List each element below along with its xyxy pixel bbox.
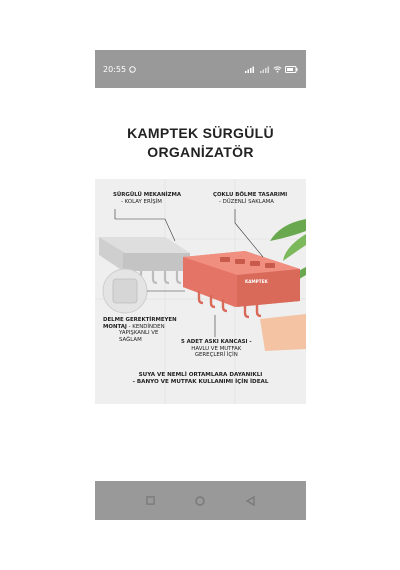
product-illustration bbox=[95, 179, 306, 404]
status-time: 20:55 bbox=[103, 64, 127, 74]
label-mount-line1: DELME GEREKTİRMEYEN bbox=[103, 317, 177, 323]
label-hooks bbox=[181, 339, 252, 359]
back-button[interactable] bbox=[244, 494, 258, 508]
label-multi-line1: ÇOKLU BÖLME TASARIMI bbox=[213, 192, 288, 198]
label-slide-line1: SÜRGÜLÜ MEKANİZMA bbox=[113, 192, 182, 198]
phone-screen bbox=[95, 50, 306, 520]
label-hooks-line2: HAVLU VE MUTFAK bbox=[191, 345, 242, 352]
label-mount-line2: MONTAJ bbox=[103, 323, 127, 330]
label-multi bbox=[213, 192, 287, 205]
back-triangle-icon bbox=[246, 496, 255, 506]
label-mount bbox=[103, 317, 177, 343]
title-line-1: KAMPTEK SÜRGÜLÜ bbox=[127, 125, 274, 141]
label-mount-line3: YAPIŞKANLI VE bbox=[119, 330, 159, 336]
label-bottom bbox=[95, 372, 306, 386]
title-line-2: ORGANİZATÖR bbox=[147, 144, 254, 160]
square-icon bbox=[146, 496, 155, 505]
label-slide-line2: - KOLAY ERİŞİM bbox=[121, 198, 162, 205]
brand-text: KAMPTEK bbox=[245, 279, 268, 284]
chat-bubble-icon bbox=[129, 66, 136, 73]
label-hooks-line3: GEREÇLERİ İÇİN bbox=[194, 352, 238, 358]
label-bottom-line2: - BANYO VE MUTFAK KULLANIMI İÇİN İDEAL bbox=[132, 379, 269, 385]
product-title bbox=[95, 124, 306, 162]
label-mount-line2b: - KENDİNDEN bbox=[126, 323, 165, 330]
signal-icon bbox=[245, 66, 257, 73]
label-hooks-line1: 5 ADET ASKI KANCASI - bbox=[181, 339, 252, 345]
circle-icon bbox=[195, 496, 205, 506]
home-button[interactable] bbox=[193, 494, 207, 508]
label-slide bbox=[113, 192, 181, 205]
navigation-bar bbox=[95, 481, 306, 520]
status-bar bbox=[95, 50, 306, 88]
recents-button[interactable] bbox=[143, 494, 157, 508]
label-multi-line2: - DÜZENLİ SAKLAMA bbox=[219, 198, 274, 205]
page-content bbox=[95, 88, 306, 481]
status-right bbox=[245, 66, 298, 73]
signal-icon-2 bbox=[260, 66, 270, 73]
label-bottom-line1: SUYA VE NEMLİ ORTAMLARA DAYANIKLI bbox=[138, 372, 263, 378]
label-mount-line4: SAĞLAM bbox=[119, 336, 142, 343]
battery-icon bbox=[285, 66, 298, 73]
product-image[interactable] bbox=[95, 179, 306, 404]
status-left bbox=[103, 65, 136, 74]
wifi-icon bbox=[273, 66, 282, 73]
